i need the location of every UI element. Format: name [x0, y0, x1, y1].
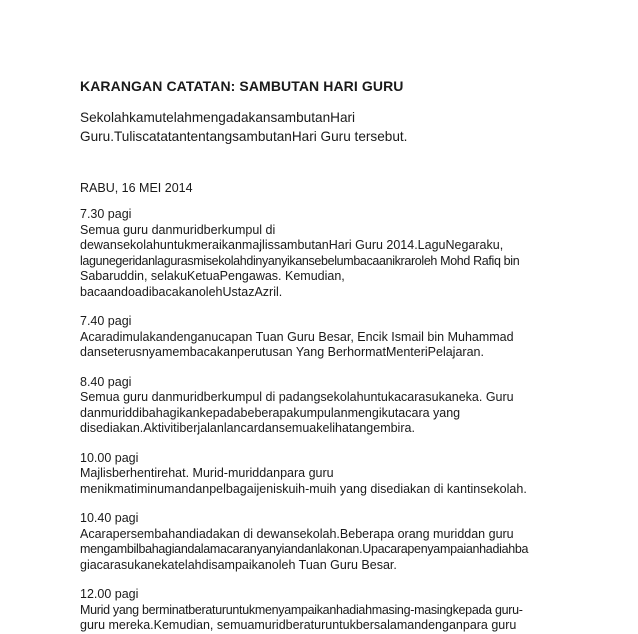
- entry-time: 10.40 pagi: [80, 511, 139, 525]
- entry-line: lagunegeridanlagurasmisekolahdinyanyikansebelumbacaanikraroleh Mohd Rafiq bin: [80, 253, 520, 268]
- schedule-entry: [80, 375, 590, 437]
- entry-line: Acarapersembahandiadakan di dewansekolah.Beberapa orang muriddan guru: [80, 526, 514, 541]
- entry-time: 8.40 pagi: [80, 374, 132, 389]
- entry-line: Murid yang berminatberaturuntukmenyampaikanhadiahmasing-masingkepada guru-: [80, 602, 523, 617]
- schedule-entry: [80, 511, 590, 573]
- entry-line: Semua guru danmuridberkumpul di: [80, 222, 276, 237]
- schedule-entry: [80, 207, 590, 300]
- schedule-entry: [80, 314, 590, 361]
- entry-time: 10.00 pagi: [80, 450, 139, 465]
- entry-line: menikmatiminumandanpelbagaijeniskuih-muih yang disediakan di kantinsekolah.: [80, 481, 527, 496]
- entry-line: bacaandoadibacakanolehUstazAzril.: [80, 284, 283, 299]
- instruction-line: Guru.TuliscatatantentangsambutanHari Guru tersebut.: [80, 129, 408, 144]
- entry-line: Majlisberhentirehat. Murid-muriddanpara guru: [80, 466, 334, 480]
- entry-line: danseterusnyamembacakanperutusan Yang BerhormatMenteriPelajaran.: [80, 345, 484, 359]
- entry-line: disediakan.Aktivitiberjalanlancardansemuakelihatangembira.: [80, 421, 415, 435]
- entry-line: danmuriddibahagikankepadabeberapakumpulanmengikutacara yang: [80, 405, 461, 420]
- assignment-instruction: [80, 108, 590, 146]
- entry-time: 7.30 pagi: [80, 207, 132, 221]
- entry-line: guru mereka.Kemudian, semuamuridberaturuntukbersalamandenganpara guru: [80, 618, 517, 632]
- entry-line: mengambilbahagiandalamacaranyanyiandanlakonan.Upacarapenyampaianhadiahba: [80, 542, 529, 556]
- entry-line: Semua guru danmuridberkumpul di padangsekolahuntukacarasukaneka. Guru: [80, 390, 514, 404]
- entry-line: dewansekolahuntukmeraikanmajlissambutanHari Guru 2014.LaguNegaraku,: [80, 238, 504, 252]
- entry-time: 7.40 pagi: [80, 314, 132, 328]
- schedule-entry: [80, 587, 590, 634]
- entry-line: giacarasukanekatelahdisampaikanoleh Tuan Guru Besar.: [80, 557, 397, 572]
- document-page: [80, 78, 590, 634]
- entry-date: RABU, 16 MEI 2014: [80, 181, 193, 195]
- schedule-entries: [80, 207, 590, 634]
- document-title: KARANGAN CATATAN: SAMBUTAN HARI GURU: [80, 78, 404, 94]
- entry-line: Sabaruddin, selakuKetuaPengawas. Kemudian,: [80, 269, 345, 283]
- entry-line: Acaradimulakandenganucapan Tuan Guru Besar, Encik Ismail bin Muhammad: [80, 329, 514, 344]
- entry-time: 12.00 pagi: [80, 587, 139, 601]
- instruction-line: SekolahkamutelahmengadakansambutanHari: [80, 110, 356, 125]
- schedule-entry: [80, 451, 590, 498]
